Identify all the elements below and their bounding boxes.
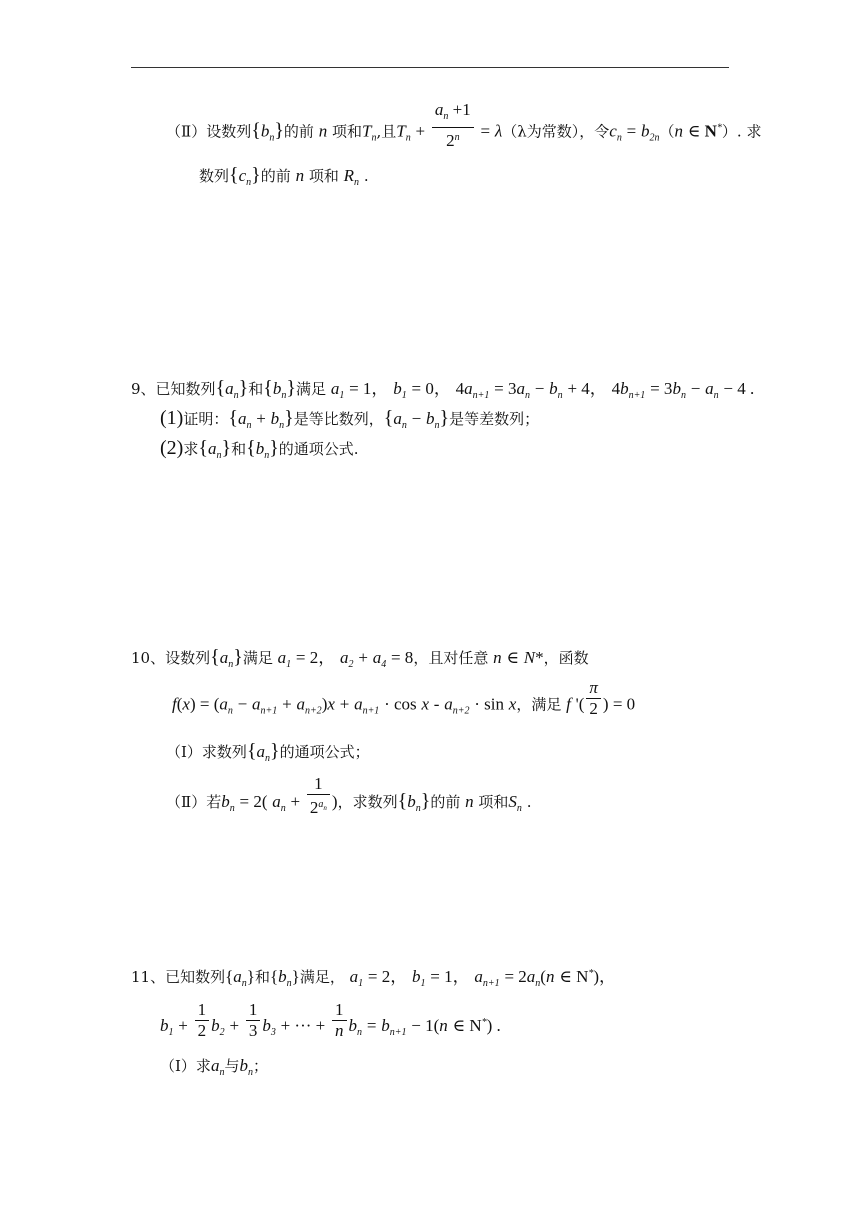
- question-number: 10、: [131, 649, 166, 667]
- text: .: [363, 167, 369, 185]
- text: 项和: [478, 793, 509, 811]
- text: （: [659, 122, 675, 141]
- header-rule: [131, 67, 729, 68]
- text: ，函数: [543, 649, 589, 667]
- text: （Ⅰ）求数列: [166, 743, 247, 761]
- text: 与: [224, 1057, 240, 1075]
- text: 满足，: [299, 968, 345, 986]
- fraction: $\frac{1}{n}$: [332, 1000, 347, 1041]
- text: （λ为常数），令: [502, 122, 610, 141]
- text: ，满足: [516, 695, 562, 714]
- text: （Ⅰ）求: [160, 1057, 211, 1075]
- q10-part1: （Ⅰ）求数列$\{a_n\}$的通项公式；: [166, 740, 370, 764]
- fraction: $\frac{1}{2}$: [195, 1000, 210, 1041]
- question-number: 11、: [131, 968, 166, 986]
- q9-part2: (2)求$\{a_n\}$和$\{b_n\}$的通项公式.: [160, 437, 359, 461]
- q9-line1: 9、已知数列$\{a_n\}$和$\{b_n\}$满足 $a_1 = 1$， $b_1 = 0$， $4a_{n+1} = 3a_n - b_n + 4$， $4b_{n+1} = 3b_n - a_n - 4$ .: [131, 377, 755, 401]
- text: 是等差数列；: [449, 410, 540, 428]
- part-label: (1): [160, 407, 184, 429]
- q9-part1: (1)证明：$\{a_n + b_n\}$是等比数列，$\{a_n - b_n\}$是等差数列；: [160, 407, 540, 431]
- q8-part2-line1: （Ⅱ）设数列$\{b_n\}$的前 n 项和$T_n$,且$T_n$ + $\frac{a_n +1}{2^n}$ = λ（λ为常数），令$c_n = b_{2n}(n$ ∈ N*）. 求: [166, 100, 762, 150]
- text: 已知数列: [165, 968, 226, 986]
- text: 和: [231, 440, 247, 458]
- q11-part1: （Ⅰ）求$a_n$与$b_n$；: [160, 1056, 268, 1078]
- text: 的通项公式.: [278, 440, 359, 458]
- text: 满足: [242, 649, 273, 667]
- text: 和: [248, 380, 264, 398]
- text: 证明：: [183, 410, 229, 428]
- part-label: (2): [160, 437, 184, 459]
- fraction: $\frac{a_n +1}{2^n}$: [432, 100, 474, 151]
- text: 数列: [199, 167, 230, 185]
- fraction: $\frac{1}{2^{a_n}}$: [307, 774, 330, 818]
- text: 的前: [283, 122, 314, 141]
- q11-line2: $b_1$ + $\frac{1}{2}$ $b_2$ + $\frac{1}{3}$ $b_3$ + ··· + $\frac{1}{n}$ $b_n = b_{n+1} - 1(n$ ∈ N*) .: [160, 999, 501, 1040]
- text: 设数列: [165, 649, 211, 667]
- text: 的前: [430, 793, 461, 811]
- text: ；: [252, 1057, 268, 1075]
- text: 和: [254, 968, 270, 986]
- fraction: $\frac{1}{3}$: [246, 1000, 261, 1041]
- q10-function: $f(x) = (a_n - a_{n+1} + a_{n+2})x + a_{n+1} \cdot \cos x - a_{n+2} \cdot \sin x$，满足 f '( $\frac{\pi}{2}$ ) = 0: [172, 678, 636, 718]
- text: 项和: [332, 122, 363, 141]
- text: 满足: [296, 380, 327, 398]
- text: 是等比数列，: [293, 410, 384, 428]
- q10-line1: 10、设数列$\{a_n\}$满足 $a_1 = 2$， $a_2 + a_4 = 8$，且对任意 n ∈ N*，函数: [131, 646, 589, 670]
- q10-part2: （Ⅱ）若$b_n = 2$( $a_n$ + $\frac{1}{2^{a_n}}$ )，求数列$\{b_n\}$的前 n 项和$S_n$ .: [166, 774, 532, 817]
- text: 已知数列: [155, 380, 216, 398]
- fraction: $\frac{\pi}{2}$: [586, 678, 601, 719]
- text: 项和: [308, 167, 339, 185]
- text: （Ⅱ）设数列: [166, 122, 252, 141]
- text: ）. 求: [721, 122, 762, 141]
- text: ，求数列: [337, 793, 398, 811]
- text: 的前: [260, 167, 291, 185]
- q8-part2-line2: 数列$\{c_n\}$的前 n 项和 $R_n$ .: [199, 164, 369, 188]
- question-number: 9、: [131, 380, 156, 398]
- text: 求: [183, 440, 199, 458]
- text: ，且对任意: [413, 649, 489, 667]
- q11-line1: 11、已知数列$\{a_n\}$和$\{b_n\}$满足， $a_1 = 2$， $b_1 = 1$， $a_{n+1} = 2a_n(n$ ∈ N*)，: [131, 967, 617, 989]
- text: （Ⅱ）若: [166, 793, 222, 811]
- text: ,且: [376, 122, 397, 141]
- text: 的通项公式；: [279, 743, 370, 761]
- text: .: [526, 793, 532, 811]
